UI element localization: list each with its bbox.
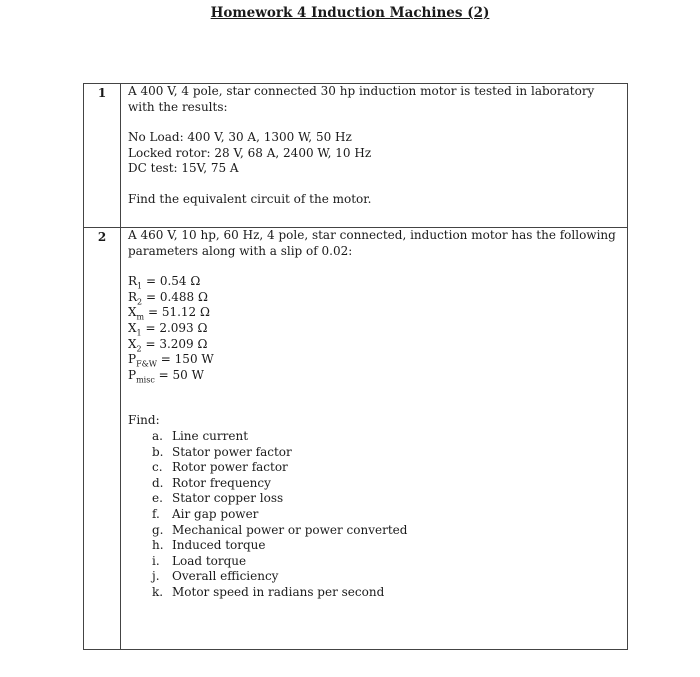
problem-intro: A 460 V, 10 hp, 60 Hz, 4 pole, star connected, induction motor has the following parameters along with a slip of 0.02:: [128, 228, 616, 258]
find-item: g. Mechanical power or power converted: [152, 522, 408, 537]
problem-content: [121, 228, 628, 650]
test-line: DC test: 15V, 75 A: [128, 161, 239, 176]
find-item: k. Motor speed in radians per second: [152, 584, 385, 599]
parameter-line: $P_{misc} = 50$ W: [128, 367, 204, 385]
find-item: f. Air gap power: [152, 506, 259, 521]
problems-table: [83, 83, 628, 650]
find-item: d. Rotor frequency: [152, 475, 271, 490]
find-item: c. Rotor power factor: [152, 460, 288, 475]
find-item: a. Line current: [152, 428, 249, 443]
problem-intro: A 400 V, 4 pole, star connected 30 hp induction motor is tested in laboratory with the results:: [128, 84, 595, 114]
find-label: Find:: [128, 413, 160, 428]
find-item: e. Stator copper loss: [152, 491, 284, 506]
find-item: b. Stator power factor: [152, 444, 292, 459]
problem-number: 2: [84, 228, 121, 650]
parameter-line: $R_2 = 0.488$ Ω: [128, 289, 208, 307]
parameter-line: $R_1 = 0.54$ Ω: [128, 274, 201, 291]
problem-row-1: [84, 84, 628, 228]
problem-row-2: [84, 228, 628, 650]
find-item: j. Overall efficiency: [152, 569, 279, 584]
page-title: Homework 4 Induction Machines (2): [210, 5, 490, 21]
parameter-list: [128, 274, 621, 383]
parameter-line: $P_{F\&W} = 150$ W: [128, 352, 214, 369]
problem-content: [121, 84, 628, 228]
problem-task: Find the equivalent circuit of the motor.: [128, 191, 372, 206]
test-line: Locked rotor: 28 V, 68 A, 2400 W, 10 Hz: [128, 145, 372, 160]
find-item: h. Induced torque: [152, 538, 266, 553]
parameter-line: $X_2 = 3.209$ Ω: [128, 336, 208, 353]
parameter-line: $X_m = 51.12$ Ω: [128, 305, 210, 322]
test-line: No Load: 400 V, 30 A, 1300 W, 50 Hz: [128, 130, 352, 145]
find-item: i. Load torque: [152, 553, 247, 568]
find-list: [128, 429, 621, 601]
parameter-line: $X_1 = 2.093$ Ω: [128, 320, 208, 338]
problem-number: 1: [84, 84, 121, 228]
